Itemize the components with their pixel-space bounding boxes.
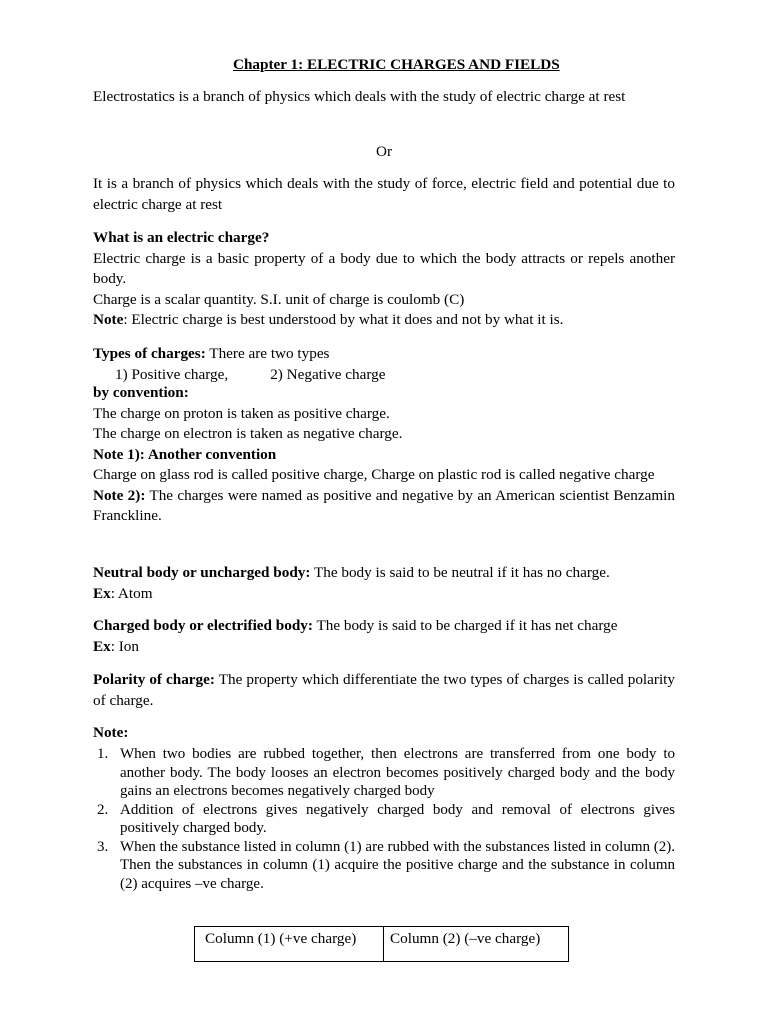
charge-note-text: : Electric charge is best understood by what it does and not by what it is.	[123, 311, 564, 328]
neutral-label: Neutral body or uncharged body:	[93, 564, 311, 581]
column-2-header: Column (2) (–ve charge)	[384, 927, 569, 962]
chapter-title: Chapter 1: ELECTRIC CHARGES AND FIELDS	[233, 56, 560, 73]
note2-label: Note 2):	[93, 486, 146, 504]
note-item-number: 2.	[97, 801, 109, 818]
note-item-1	[93, 745, 675, 801]
note1-label: Note 1): Another convention	[93, 445, 277, 463]
types-label: Types of charges:	[93, 345, 206, 362]
electron-text: The charge on electron is taken as negative charge.	[93, 425, 403, 442]
convention-label: by convention:	[93, 384, 189, 401]
types-item-1: 1) Positive charge,	[115, 365, 229, 383]
note-section	[93, 723, 675, 744]
types-item-2: 2) Negative charge	[270, 365, 386, 383]
types-section	[93, 344, 675, 527]
note-list	[93, 745, 675, 893]
definition-paragraph-1: Electrostatics is a branch of physics which deals with the study of electric charge at rest	[93, 88, 626, 105]
types-list	[93, 365, 675, 386]
note-item-3	[93, 838, 675, 894]
column-1-header: Column (1) (+ve charge)	[195, 927, 384, 962]
note-label: Note:	[93, 724, 129, 741]
charge-note-label: Note	[93, 311, 124, 328]
column-table	[194, 926, 569, 962]
neutral-section	[93, 563, 675, 604]
note1-text: Charge on glass rod is called positive charge, Charge on plastic rod is called negative charge	[93, 466, 655, 483]
note-item-text: Addition of electrons gives negatively charged body and removal of electrons gives positively charged body.	[120, 801, 675, 836]
polarity-label: Polarity of charge:	[93, 671, 215, 688]
charge-note	[93, 310, 675, 331]
note-item-text: When the substance listed in column (1) are rubbed with the substances listed in column (2). Then the substances in column (1) acquire the positive charge and the substance in column (2) acquires –ve charge.	[120, 838, 675, 892]
polarity-text: The property which differentiate the two types of charges is called polarity of charge.	[93, 671, 675, 709]
charged-label: Charged body or electrified body:	[93, 617, 313, 634]
neutral-ex-label: Ex	[93, 584, 111, 602]
proton-text: The charge on proton is taken as positive charge.	[93, 404, 390, 422]
note2	[93, 486, 675, 527]
table-row	[195, 927, 569, 962]
charged-ex-label: Ex	[93, 637, 111, 655]
charge-text-1: Electric charge is a basic property of a body due to which the body attracts or repels another body.	[93, 249, 675, 287]
neutral-ex-text: : Atom	[110, 584, 153, 602]
note-item-2	[93, 801, 675, 838]
or-separator: Or	[375, 143, 393, 160]
charged-section	[93, 616, 675, 657]
charge-text-2: Charge is a scalar quantity. S.I. unit of charge is coulomb (C)	[93, 290, 465, 308]
note-item-text: When two bodies are rubbed together, then electrons are transferred from one body to another body. The body looses an electron becomes positively charged body and the body gains an electrons becomes negatively charged body	[120, 746, 675, 799]
types-text: There are two types	[205, 345, 330, 362]
definition-paragraph-2: It is a branch of physics which deals with the study of force, electric field and potential due to electric charge at rest	[93, 175, 675, 213]
charge-heading: What is an electric charge?	[93, 229, 270, 246]
note2-text: The charges were named as positive and negative by an American scientist Benzamin Franckline.	[93, 486, 675, 524]
charged-text: The body is said to be charged if it has net charge	[312, 617, 618, 634]
neutral-text: The body is said to be neutral if it has no charge.	[310, 564, 610, 581]
charged-ex-text: : Ion	[110, 637, 139, 655]
note-item-number: 3.	[97, 838, 109, 855]
polarity-section	[93, 670, 675, 711]
charge-section	[93, 228, 675, 331]
note-item-number: 1.	[97, 746, 109, 762]
